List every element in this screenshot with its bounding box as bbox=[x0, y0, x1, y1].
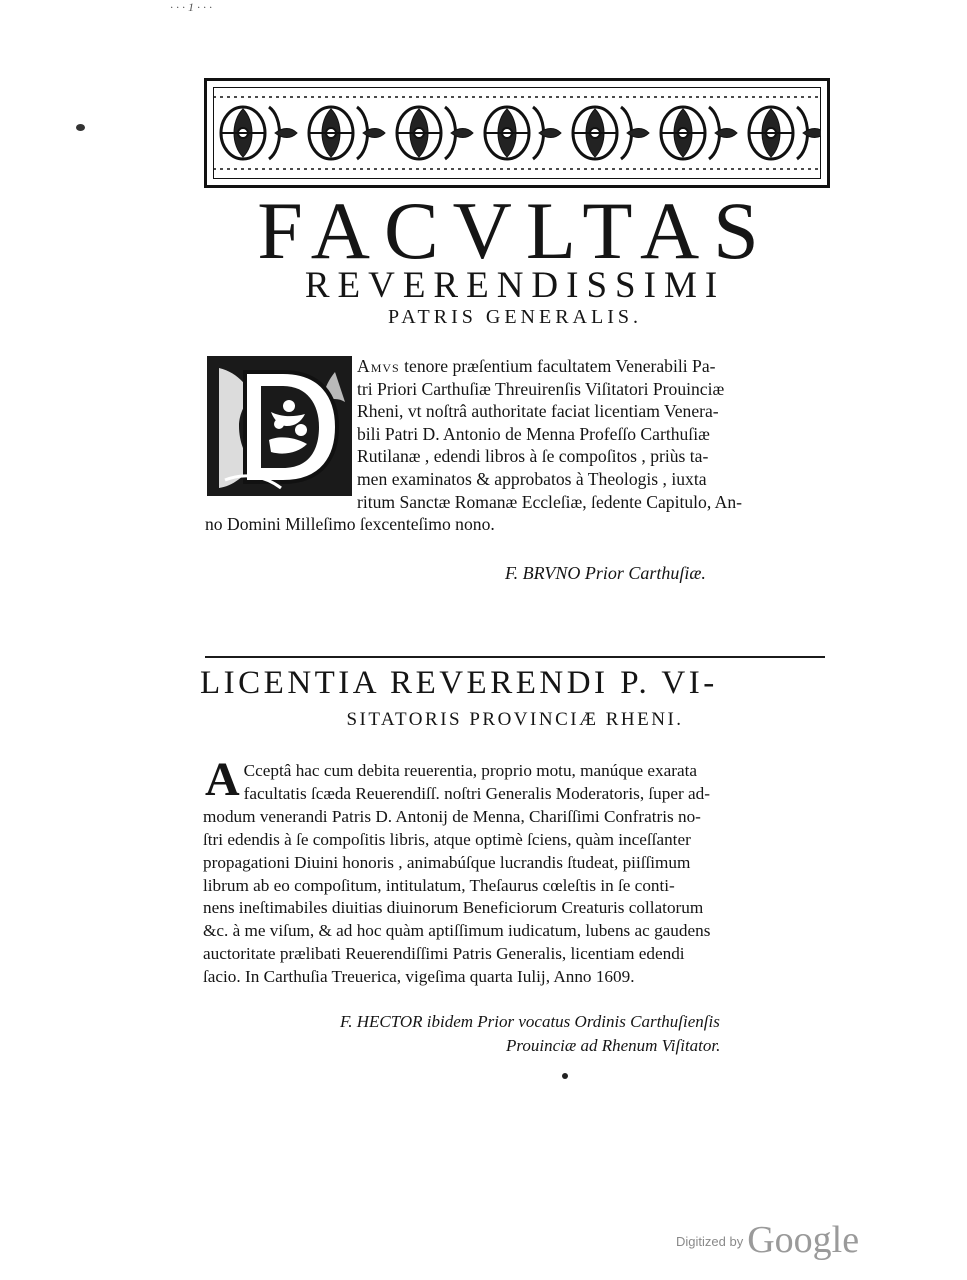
digitized-watermark bbox=[676, 1218, 876, 1262]
signature-hector-line-1: F. HECTOR ibidem Prior vocatus Ordinis Carthuſienſis bbox=[340, 1012, 720, 1031]
ornamental-dot bbox=[562, 1073, 568, 1079]
faculty-line-8: no Domini Milleſimo ſexcenteſimo nono. bbox=[205, 514, 495, 535]
faculty-line-5: Rutilanæ , edendi libros à ſe compoſitos , priùs ta- bbox=[357, 446, 709, 467]
licentia-line-3: modum venerandi Patris D. Antonij de Menna, Chariſſimi Confratris no- bbox=[203, 806, 701, 826]
licentia-line-4: ſtri edendis à ſe compoſitis libris, atque optimè ſciens, quàm inceſſanter bbox=[203, 829, 691, 849]
page-subtitle-2: PATRIS GENERALIS. bbox=[388, 306, 642, 328]
google-logo: Google bbox=[747, 1219, 860, 1261]
top-edge-fragments: · · · 1 · · · bbox=[170, 0, 212, 14]
faculty-line-2: tri Priori Carthuſiæ Threuirenſis Viſitatori Prouinciæ bbox=[357, 378, 725, 399]
licentia-heading: LICENTIA REVERENDI P. VI- bbox=[200, 665, 718, 701]
licentia-line-2: facultatis ſcæda Reuerendiſſ. noſtri Generalis Moderatoris, ſuper ad- bbox=[243, 783, 710, 803]
ornamental-headpiece bbox=[204, 78, 830, 188]
initial-a: A bbox=[205, 753, 240, 806]
licentia-line-1: Cceptâ hac cum debita reuerentia, proprio motu, manúque exarata bbox=[243, 761, 698, 780]
ornament-pattern-icon bbox=[213, 87, 821, 179]
licentia-line-7: nens ineſtimabiles diuitias diuinorum Beneficiorum Creaturis collatorum bbox=[203, 898, 704, 918]
licentia-line-5: propagationi Diuini honoris , animabúſque lucrandis ſtudeat, piiſſimum bbox=[203, 852, 691, 872]
licentia-line-10: ſacio. In Carthuſia Treuerica, vigeſima quarta Iulij, Anno 1609. bbox=[203, 967, 635, 987]
signature-hector-line-2: Prouinciæ ad Rhenum Viſitator. bbox=[506, 1036, 721, 1055]
faculty-paragraph bbox=[205, 355, 829, 545]
watermark-prefix: Digitized by bbox=[676, 1234, 744, 1249]
page-title: FACVLTAS bbox=[257, 185, 773, 276]
licentia-line-8: &c. à me viſum, & ad hoc quàm aptiſſimum iudicatum, lubens ac gaudens bbox=[203, 921, 711, 941]
faculty-line-4: bili Patri D. Antonio de Menna Profeſſo Carthuſiæ bbox=[357, 423, 710, 444]
page-subtitle: REVERENDISSIMI bbox=[304, 265, 726, 306]
licentia-line-6: librum ab eo compoſitum, intitulatum, Theſaurus cœleſtis in ſe conti- bbox=[203, 875, 675, 895]
section-divider bbox=[205, 656, 825, 658]
signature-hector bbox=[340, 1010, 830, 1060]
licentia-line-9: auctoritate prælibati Reuerendiſſimi Patris Generalis, licentiam edendi bbox=[203, 944, 685, 964]
licentia-paragraph bbox=[203, 753, 828, 1000]
licentia-heading-continued: SITATORIS PROVINCIÆ RHENI. bbox=[346, 709, 684, 730]
faculty-line-3: Rheni, vt noſtrâ authoritate faciat licentiam Venera- bbox=[357, 401, 719, 422]
faculty-line-6: men examinatos & approbatos à Theologis , iuxta bbox=[357, 468, 707, 489]
signature-bruno: F. BRVNO Prior Carthuſiæ. bbox=[505, 563, 706, 583]
faculty-line-1: Amvs tenore præſentium facultatem Venerabili Pa- bbox=[357, 356, 716, 376]
faculty-line-7: ritum Sanctæ Romanæ Eccleſiæ, ſedente Capitulo, An- bbox=[357, 491, 743, 512]
ink-spot bbox=[76, 124, 85, 131]
lead-word: Amvs bbox=[357, 356, 400, 376]
